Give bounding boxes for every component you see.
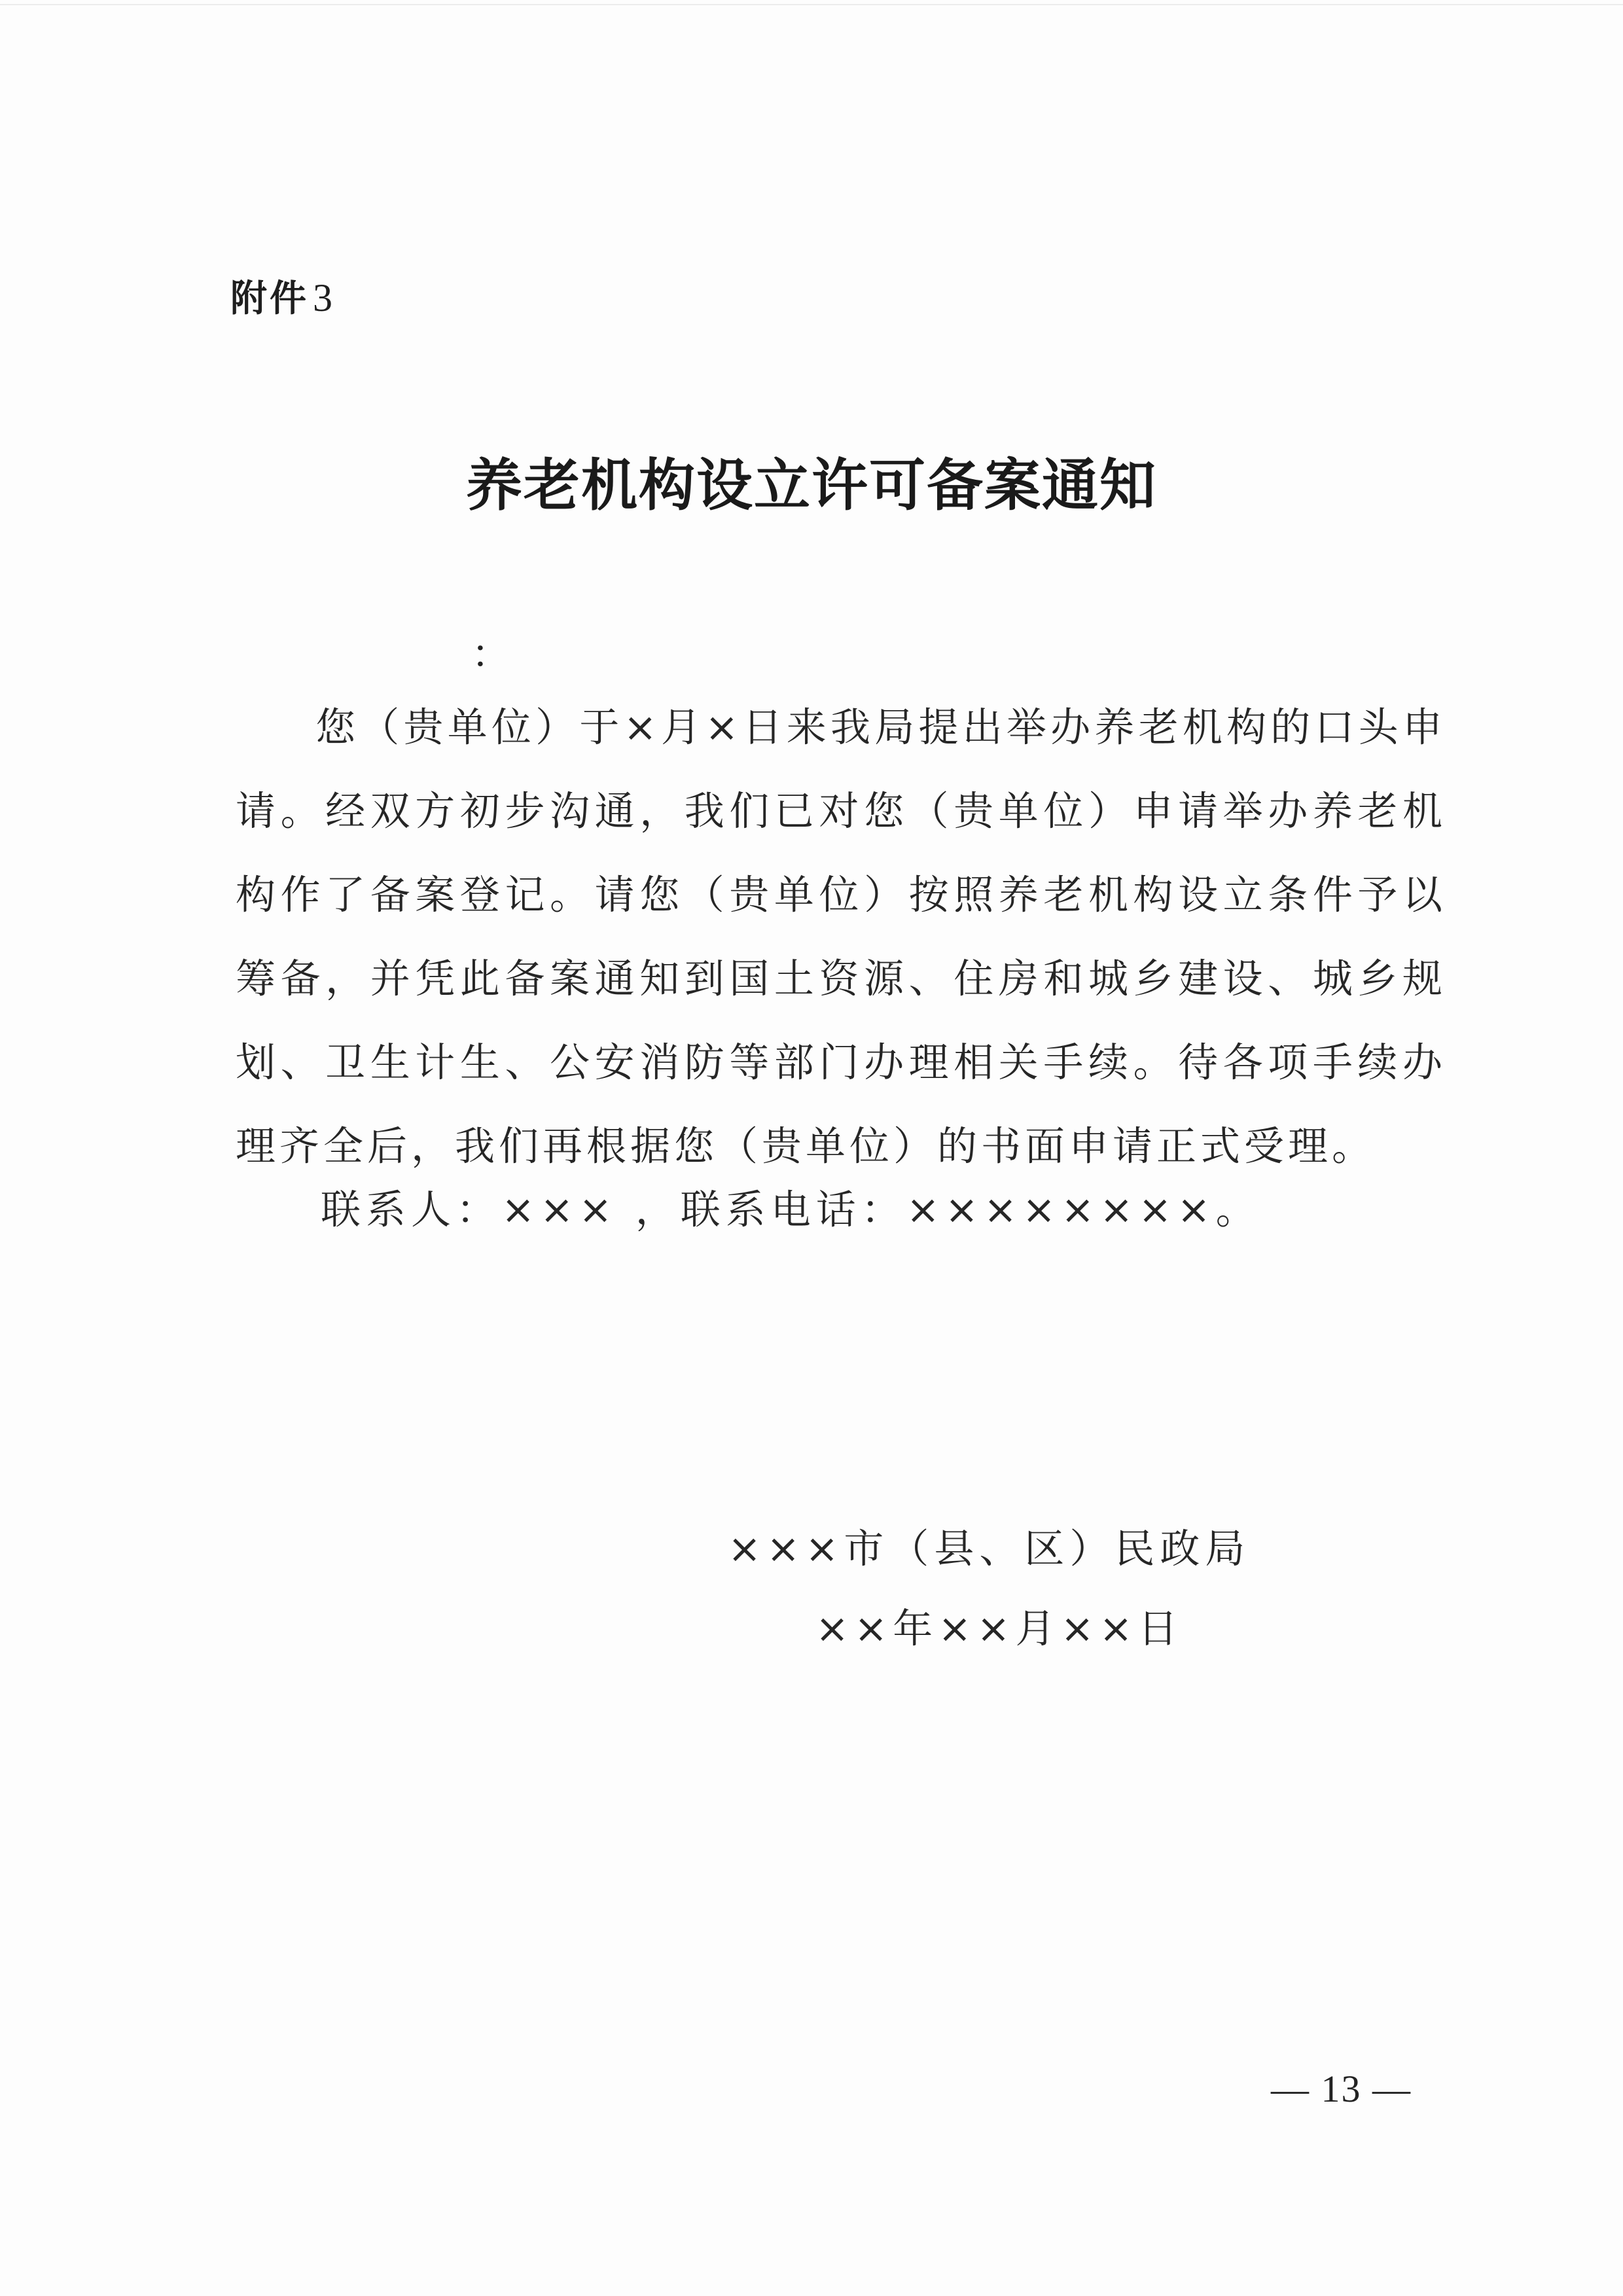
body-text xyxy=(236,686,1446,1189)
body-paragraph: 您（贵单位）于×月×日来我局提出举办养老机构的口头申请。经双方初步沟通，我们已对您（贵单位）申请举办养老机构作了备案登记。请您（贵单位）按照养老机构设立条件予以筹备，并凭此备案通知到国土资源、住房和城乡建设、城乡规划、卫生计生、公安消防等部门办理相关手续。待各项手续办理齐全后，我们再根据您（贵单位）的书面申请正式受理。 xyxy=(236,704,1446,1170)
attachment-number: 3 xyxy=(313,276,335,319)
attachment-label-text: 附件 xyxy=(230,278,309,320)
scan-edge-line xyxy=(0,4,1623,5)
contact-line: 联系人：××× ，联系电话：××××××××。 xyxy=(321,1187,1261,1233)
issuing-authority: ×××市（县、区）民政局 xyxy=(728,1526,1251,1572)
document-title: 养老机构设立许可备案通知 xyxy=(466,452,1157,518)
attachment-label xyxy=(230,270,335,322)
recipient-colon: ： xyxy=(471,632,510,677)
issue-date: ××年××月××日 xyxy=(815,1605,1183,1652)
page-number: — 13 — xyxy=(1271,2068,1412,2110)
